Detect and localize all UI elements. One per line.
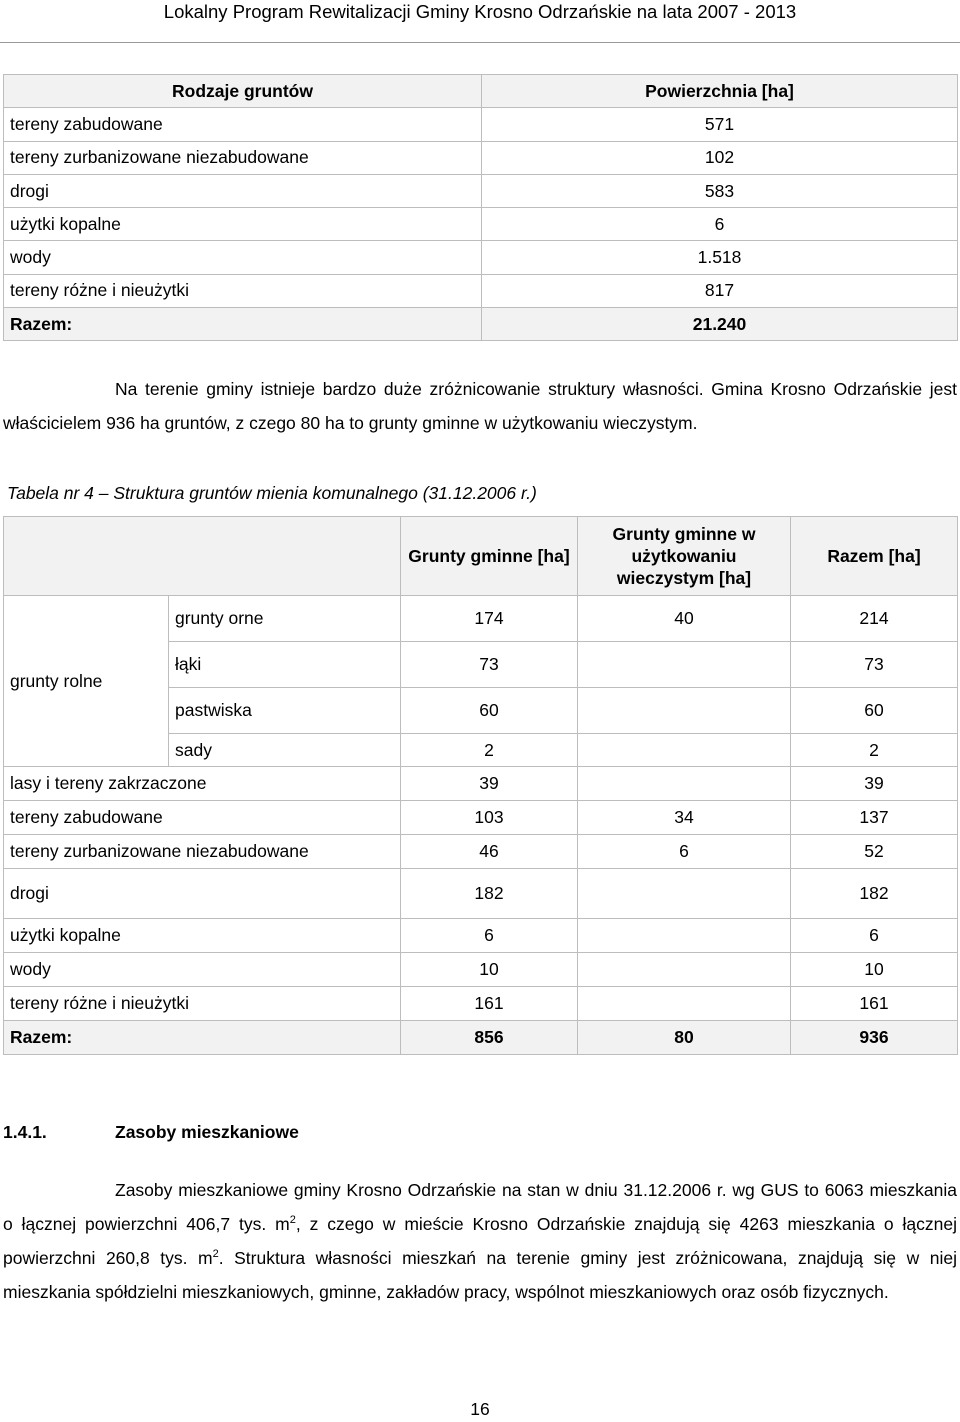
total-wieczyste: 80 [578, 1021, 791, 1055]
row-value: 583 [482, 174, 958, 207]
row-value: 1.518 [482, 241, 958, 274]
paragraph-text-part2: , z czego w mieście Krosno Odrzańskie znajdują się 4263 mieszkania o łącznej powierzchni 260,8 tys. m [3, 1214, 957, 1268]
total-label: Razem: [4, 308, 482, 341]
cell-razem: 52 [791, 835, 958, 869]
table-row [4, 987, 958, 1021]
row-label: lasy i tereny zakrzaczone [4, 767, 401, 801]
column-header: Rodzaje gruntów [4, 75, 482, 108]
table-total-row [4, 1021, 958, 1055]
cell-wieczyste [578, 953, 791, 987]
section-heading [3, 1118, 299, 1146]
section-title: Zasoby mieszkaniowe [115, 1122, 299, 1142]
row-label: tereny zurbanizowane niezabudowane [4, 835, 401, 869]
row-value: 571 [482, 108, 958, 141]
total-razem: 936 [791, 1021, 958, 1055]
cell-gminne: 39 [401, 767, 578, 801]
table-row [4, 174, 958, 207]
row-label: tereny zabudowane [4, 108, 482, 141]
ownership-paragraph [3, 372, 957, 440]
row-label: tereny zabudowane [4, 801, 401, 835]
cell-gminne: 10 [401, 953, 578, 987]
paragraph-text-part1: Zasoby mieszkaniowe gminy Krosno Odrzańskie na stan w dniu 31.12.2006 r. wg GUS to 6063 mieszkania o łącznej powierzchni 406,7 tys. m [3, 1180, 957, 1234]
column-header: Grunty gminne w użytkowaniu wieczystym [ha] [578, 517, 791, 596]
cell-gminne: 46 [401, 835, 578, 869]
row-label: łąki [169, 642, 401, 688]
table-total-row [4, 308, 958, 341]
table-row [4, 953, 958, 987]
cell-gminne: 73 [401, 642, 578, 688]
table-row [4, 767, 958, 801]
cell-razem: 10 [791, 953, 958, 987]
group-label: grunty rolne [4, 596, 169, 767]
table-row [4, 919, 958, 953]
superscript: 2 [212, 1248, 219, 1261]
cell-razem: 73 [791, 642, 958, 688]
cell-razem: 161 [791, 987, 958, 1021]
cell-wieczyste [578, 642, 791, 688]
cell-razem: 182 [791, 869, 958, 919]
page-number: 16 [470, 1399, 490, 1419]
row-label: użytki kopalne [4, 208, 482, 241]
row-label: użytki kopalne [4, 919, 401, 953]
row-label: grunty orne [169, 596, 401, 642]
total-label: Razem: [4, 1021, 401, 1055]
paragraph-text: Na terenie gminy istnieje bardzo duże zróżnicowanie struktury własności. Gmina Krosno Odrzańskie jest właścicielem 936 ha gruntów, z czego 80 ha to grunty gminne w użytkowaniu wieczystym. [3, 379, 957, 433]
cell-gminne: 2 [401, 734, 578, 767]
cell-wieczyste [578, 869, 791, 919]
cell-gminne: 161 [401, 987, 578, 1021]
table-row [4, 141, 958, 174]
cell-wieczyste [578, 734, 791, 767]
table-row [4, 835, 958, 869]
cell-razem: 214 [791, 596, 958, 642]
row-value: 6 [482, 208, 958, 241]
row-label: tereny różne i nieużytki [4, 274, 482, 307]
cell-razem: 137 [791, 801, 958, 835]
table-caption: Tabela nr 4 – Struktura gruntów mienia komunalnego (31.12.2006 r.) [7, 483, 537, 503]
section-number: 1.4.1. [3, 1122, 47, 1142]
cell-wieczyste: 6 [578, 835, 791, 869]
cell-wieczyste [578, 767, 791, 801]
row-label: drogi [4, 869, 401, 919]
row-label: drogi [4, 174, 482, 207]
row-label: pastwiska [169, 688, 401, 734]
table-row [4, 208, 958, 241]
communal-land-table [3, 516, 958, 1055]
cell-wieczyste [578, 919, 791, 953]
table-row [4, 241, 958, 274]
housing-paragraph [3, 1173, 957, 1309]
superscript: 2 [289, 1214, 296, 1227]
paragraph-text-part3: . Struktura własności mieszkań na terenie gminy jest zróżnicowana, znajdują się w niej mieszkania spółdzielni mieszkaniowych, gminne, zakładów pracy, wspólnot mieszkaniowych oraz osób fizycznych. [3, 1248, 957, 1302]
page-header-title: Lokalny Program Rewitalizacji Gminy Krosno Odrzańskie na lata 2007 - 2013 [163, 1, 797, 22]
row-label: tereny różne i nieużytki [4, 987, 401, 1021]
cell-wieczyste [578, 688, 791, 734]
cell-razem: 60 [791, 688, 958, 734]
cell-razem: 6 [791, 919, 958, 953]
cell-gminne: 60 [401, 688, 578, 734]
column-header: Powierzchnia [ha] [482, 75, 958, 108]
cell-gminne: 174 [401, 596, 578, 642]
cell-razem: 2 [791, 734, 958, 767]
header-empty-cell [4, 517, 401, 596]
row-value: 817 [482, 274, 958, 307]
table-row [4, 596, 958, 642]
table-header-row [4, 75, 958, 108]
table-row [4, 801, 958, 835]
header-divider [0, 42, 960, 43]
row-label: sady [169, 734, 401, 767]
table-row [4, 869, 958, 919]
cell-gminne: 103 [401, 801, 578, 835]
table-row [4, 108, 958, 141]
cell-wieczyste: 40 [578, 596, 791, 642]
row-value: 102 [482, 141, 958, 174]
table-row [4, 274, 958, 307]
cell-wieczyste [578, 987, 791, 1021]
table-header-row [4, 517, 958, 596]
column-header: Razem [ha] [791, 517, 958, 596]
row-label: wody [4, 241, 482, 274]
column-header: Grunty gminne [ha] [401, 517, 578, 596]
row-label: tereny zurbanizowane niezabudowane [4, 141, 482, 174]
cell-razem: 39 [791, 767, 958, 801]
total-value: 21.240 [482, 308, 958, 341]
cell-gminne: 182 [401, 869, 578, 919]
land-types-table [3, 74, 958, 341]
cell-gminne: 6 [401, 919, 578, 953]
row-label: wody [4, 953, 401, 987]
total-gminne: 856 [401, 1021, 578, 1055]
cell-wieczyste: 34 [578, 801, 791, 835]
